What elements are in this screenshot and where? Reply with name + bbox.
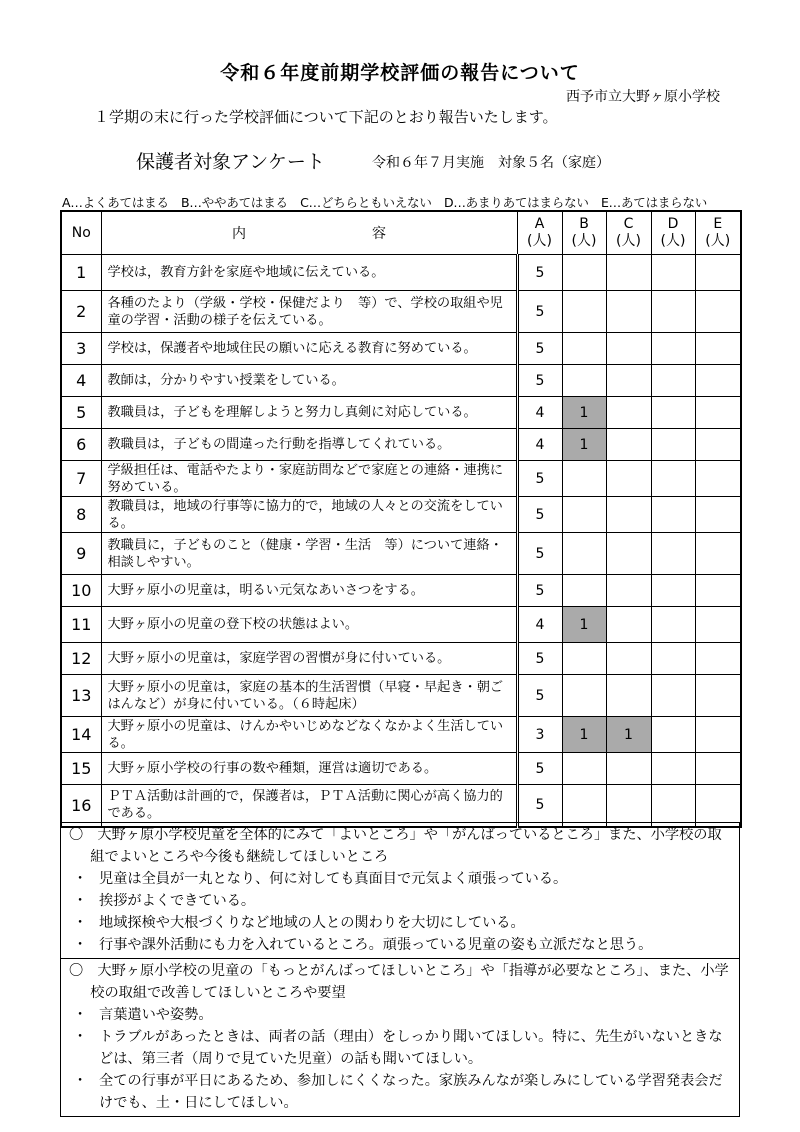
- count-b: [562, 643, 606, 675]
- question-text: 大野ヶ原小の児童は，家庭学習の習慣が身に付いている。: [101, 643, 517, 675]
- question-text: 教職員は，子どもの間違った行動を指導してくれている。: [101, 429, 517, 461]
- count-b: 1: [562, 717, 606, 753]
- count-c: [606, 291, 651, 333]
- count-c: [606, 753, 651, 785]
- table-row: [61, 533, 741, 575]
- comment-text: 全ての行事が平日にあるため、参加しにくくなった。家族みんなが楽しみにしている学習発表会だけでも、土・日にしてほしい。: [99, 1073, 723, 1111]
- comments-section: [60, 822, 740, 1117]
- row-number: 14: [61, 717, 101, 753]
- improvement-heading: 〇 大野ヶ原小学校の児童の「もっとがんばってほしいところ」や「指導が必要なところ」、また、小学校の取組で改善してほしいところや要望: [69, 963, 729, 1001]
- comment-item: [69, 890, 733, 912]
- count-c: [606, 497, 651, 533]
- bullet-mark: ・: [73, 915, 88, 931]
- count-c: [606, 365, 651, 397]
- count-b: [562, 461, 606, 497]
- header-content: 内 容: [101, 211, 517, 255]
- table-row: [61, 291, 741, 333]
- table-row: [61, 497, 741, 533]
- comment-item: [69, 1004, 733, 1026]
- bullet-mark: ・: [73, 871, 88, 887]
- count-c: [606, 397, 651, 429]
- comment-text: 行事や課外活動にも力を入れているところ。頑張っている児童の姿も立派だなと思う。: [99, 937, 653, 953]
- count-a: 5: [517, 675, 562, 717]
- count-a: 4: [517, 607, 562, 643]
- count-b: [562, 753, 606, 785]
- count-b: [562, 365, 606, 397]
- table-row: [61, 255, 741, 291]
- count-d: [651, 643, 695, 675]
- question-text: 教師は，分かりやすい授業をしている。: [101, 365, 517, 397]
- count-c: [606, 429, 651, 461]
- bullet-mark: ・: [73, 1029, 88, 1045]
- good-points-heading: 〇 大野ヶ原小学校児童を全体的にみて「よいところ」や「がんばっているところ」また、小学校の取組でよいところや今後も継続してほしいところ: [69, 827, 722, 865]
- table-row: [61, 753, 741, 785]
- count-e: [695, 397, 741, 429]
- question-text: 大野ヶ原小の児童の登下校の状態はよい。: [101, 607, 517, 643]
- header-no: No: [61, 211, 101, 255]
- table-row: [61, 333, 741, 365]
- count-a: 5: [517, 785, 562, 827]
- count-b: [562, 785, 606, 827]
- row-number: 10: [61, 575, 101, 607]
- count-a: 4: [517, 397, 562, 429]
- count-e: [695, 291, 741, 333]
- count-d: [651, 461, 695, 497]
- count-b: [562, 255, 606, 291]
- bullet-mark: ・: [73, 1007, 88, 1023]
- count-d: [651, 365, 695, 397]
- count-d: [651, 533, 695, 575]
- question-text: 大野ヶ原小の児童は、けんかやいじめなどなくなかよく生活している。: [101, 717, 517, 753]
- count-d: [651, 607, 695, 643]
- header-col-e: E (人): [695, 211, 741, 255]
- improvement-list: [69, 1004, 733, 1114]
- comment-item: [69, 868, 733, 890]
- count-c: [606, 333, 651, 365]
- table-body: [61, 255, 741, 827]
- count-a: 5: [517, 365, 562, 397]
- question-text: 各種のたより（学級・学校・保健だより 等）で、学校の取組や児童の学習・活動の様子を伝えている。: [101, 291, 517, 333]
- row-number: 8: [61, 497, 101, 533]
- bullet-mark: ・: [73, 937, 88, 953]
- count-c: 1: [606, 717, 651, 753]
- row-number: 3: [61, 333, 101, 365]
- comment-text: 挨拶がよくできている。: [99, 893, 256, 909]
- survey-title: 保護者対象アンケート: [136, 151, 325, 173]
- page-title: 令和６年度前期学校評価の報告について: [220, 62, 580, 84]
- count-a: 5: [517, 643, 562, 675]
- table-row: [61, 675, 741, 717]
- bullet-mark: ・: [73, 893, 88, 909]
- survey-subtitle: 令和６年７月実施 対象５名（家庭）: [372, 155, 610, 171]
- rating-legend: A…よくあてはまる B…ややあてはまる C…どちらともいえない D…あまりあてはまらない E…あてはまらない: [62, 195, 708, 210]
- count-c: [606, 607, 651, 643]
- table-header-row: [61, 211, 741, 255]
- count-c: [606, 533, 651, 575]
- count-e: [695, 785, 741, 827]
- count-d: [651, 429, 695, 461]
- comment-item: [69, 912, 733, 934]
- comment-item: [69, 934, 733, 956]
- count-e: [695, 333, 741, 365]
- row-number: 4: [61, 365, 101, 397]
- count-a: 5: [517, 533, 562, 575]
- row-number: 6: [61, 429, 101, 461]
- comment-text: 児童は全員が一丸となり、何に対しても真面目で元気よく頑張っている。: [99, 871, 568, 887]
- school-name: 西予市立大野ヶ原小学校: [566, 89, 720, 105]
- count-c: [606, 675, 651, 717]
- row-number: 12: [61, 643, 101, 675]
- count-e: [695, 575, 741, 607]
- table-row: [61, 365, 741, 397]
- count-a: 3: [517, 717, 562, 753]
- evaluation-table: [60, 210, 742, 828]
- row-number: 15: [61, 753, 101, 785]
- intro-text: １学期の末に行った学校評価について下記のとおり報告いたします。: [94, 108, 558, 126]
- count-e: [695, 753, 741, 785]
- header-col-d: D (人): [651, 211, 695, 255]
- question-text: ＰＴＡ活動は計画的で，保護者は，ＰＴＡ活動に関心が高く協力的である。: [101, 785, 517, 827]
- question-text: 教職員に，子どものこと（健康・学習・生活 等）について連絡・相談しやすい。: [101, 533, 517, 575]
- count-a: 5: [517, 333, 562, 365]
- table-row: [61, 429, 741, 461]
- count-e: [695, 255, 741, 291]
- count-d: [651, 753, 695, 785]
- question-text: 大野ヶ原小の児童は，家庭の基本的生活習慣（早寝・早起き・朝ごはんなど）が身に付いている。（６時起床）: [101, 675, 517, 717]
- header-col-a: A (人): [517, 211, 562, 255]
- row-number: 2: [61, 291, 101, 333]
- count-e: [695, 365, 741, 397]
- comment-item: [69, 1070, 733, 1114]
- question-text: 大野ヶ原小の児童は，明るい元気なあいさつをする。: [101, 575, 517, 607]
- count-b: [562, 675, 606, 717]
- question-text: 大野ヶ原小学校の行事の数や種類，運営は適切である。: [101, 753, 517, 785]
- row-number: 7: [61, 461, 101, 497]
- count-a: 4: [517, 429, 562, 461]
- question-text: 学級担任は、電話やたより・家庭訪問などで家庭との連絡・連携に努めている。: [101, 461, 517, 497]
- count-a: 5: [517, 255, 562, 291]
- header-col-b: B (人): [562, 211, 606, 255]
- table-row: [61, 461, 741, 497]
- count-e: [695, 717, 741, 753]
- count-a: 5: [517, 461, 562, 497]
- count-b: 1: [562, 607, 606, 643]
- count-d: [651, 675, 695, 717]
- count-d: [651, 333, 695, 365]
- count-d: [651, 497, 695, 533]
- count-c: [606, 575, 651, 607]
- row-number: 1: [61, 255, 101, 291]
- count-d: [651, 575, 695, 607]
- count-c: [606, 785, 651, 827]
- table-row: [61, 607, 741, 643]
- question-text: 教職員は，子どもを理解しようと努力し真剣に対応している。: [101, 397, 517, 429]
- count-e: [695, 675, 741, 717]
- count-e: [695, 533, 741, 575]
- count-c: [606, 255, 651, 291]
- count-d: [651, 785, 695, 827]
- comment-text: 言葉遣いや姿勢。: [99, 1007, 213, 1023]
- header-col-c: C (人): [606, 211, 651, 255]
- count-c: [606, 643, 651, 675]
- good-points-list: [69, 868, 733, 956]
- good-points-block: [61, 823, 739, 958]
- count-e: [695, 643, 741, 675]
- question-text: 学校は，保護者や地域住民の願いに応える教育に努めている。: [101, 333, 517, 365]
- count-a: 5: [517, 753, 562, 785]
- count-e: [695, 461, 741, 497]
- count-b: [562, 291, 606, 333]
- comment-item: [69, 1026, 733, 1070]
- row-number: 16: [61, 785, 101, 827]
- comment-text: 地域探検や大根づくりなど地域の人との関わりを大切にしている。: [99, 915, 525, 931]
- count-b: 1: [562, 397, 606, 429]
- table-row: [61, 397, 741, 429]
- question-text: 教職員は，地域の行事等に協力的で，地域の人々との交流をしている。: [101, 497, 517, 533]
- count-a: 5: [517, 291, 562, 333]
- count-a: 5: [517, 575, 562, 607]
- count-b: 1: [562, 429, 606, 461]
- improvement-block: [61, 958, 739, 1116]
- count-b: [562, 333, 606, 365]
- table-row: [61, 785, 741, 827]
- count-b: [562, 575, 606, 607]
- bullet-mark: ・: [73, 1073, 88, 1089]
- row-number: 9: [61, 533, 101, 575]
- table-row: [61, 643, 741, 675]
- count-d: [651, 397, 695, 429]
- count-b: [562, 497, 606, 533]
- count-e: [695, 607, 741, 643]
- count-d: [651, 255, 695, 291]
- comment-text: トラブルがあったときは、両者の話（理由）をしっかり聞いてほしい。特に、先生がいないときなどは、第三者（周りで見ていた児童）の話も聞いてほしい。: [99, 1029, 723, 1067]
- count-e: [695, 497, 741, 533]
- question-text: 学校は，教育方針を家庭や地域に伝えている。: [101, 255, 517, 291]
- count-b: [562, 533, 606, 575]
- count-d: [651, 717, 695, 753]
- table-row: [61, 717, 741, 753]
- count-e: [695, 429, 741, 461]
- count-d: [651, 291, 695, 333]
- count-c: [606, 461, 651, 497]
- row-number: 5: [61, 397, 101, 429]
- row-number: 11: [61, 607, 101, 643]
- count-a: 5: [517, 497, 562, 533]
- table-row: [61, 575, 741, 607]
- row-number: 13: [61, 675, 101, 717]
